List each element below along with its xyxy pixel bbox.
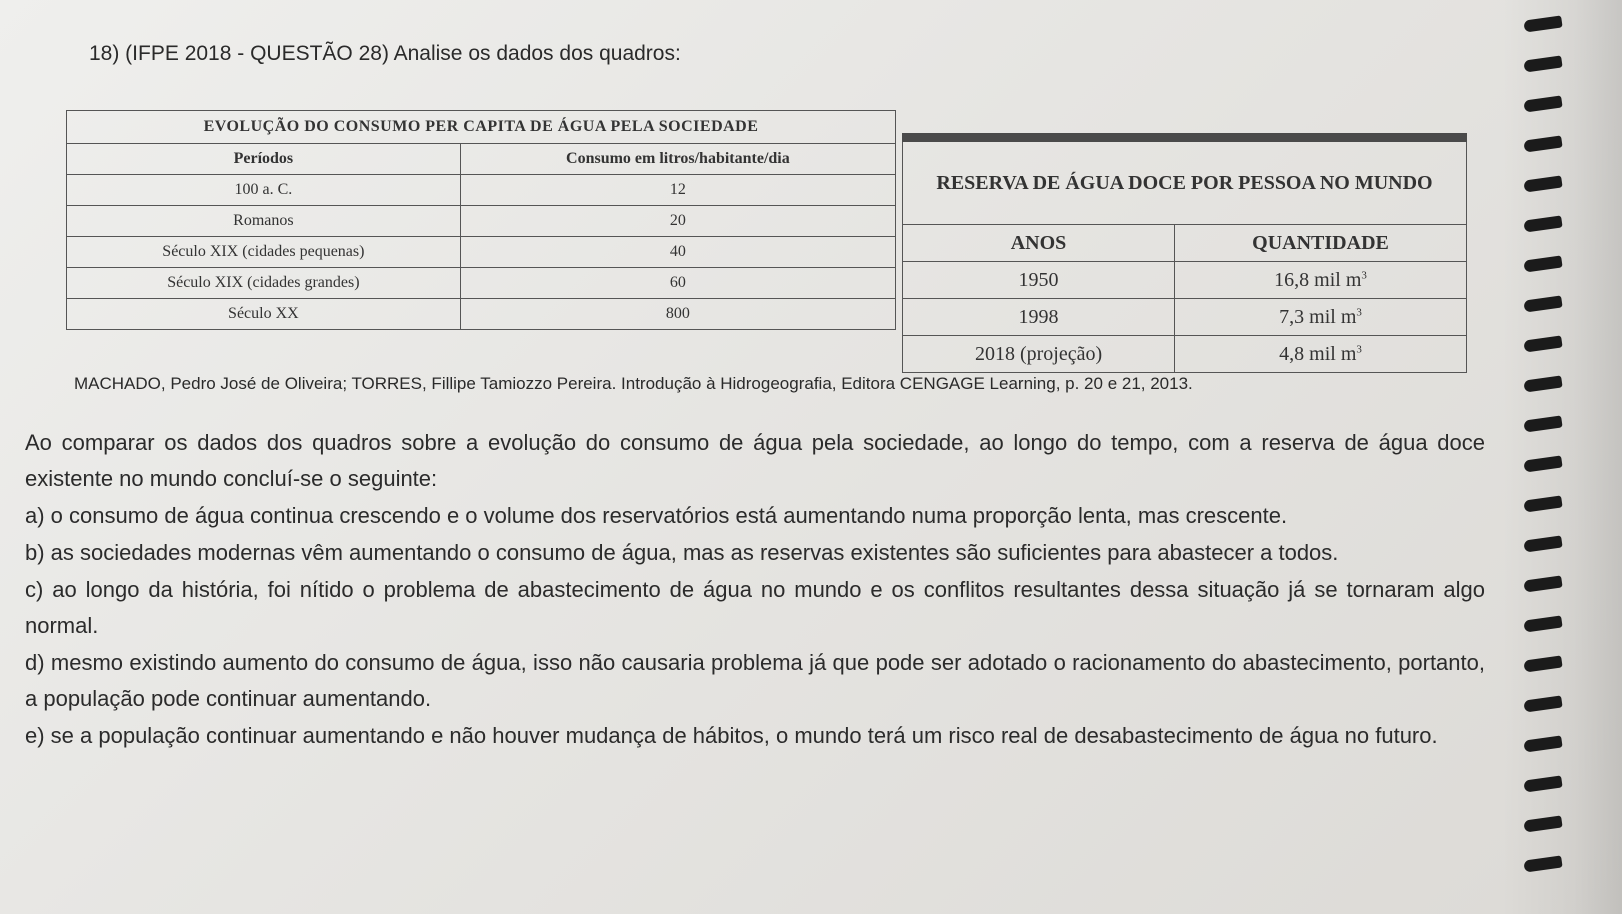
table-row [67,175,896,206]
period-cell: 100 a. C. [67,175,461,206]
table-row [67,268,896,299]
period-cell: Século XX [67,299,461,330]
binding-ring [1523,575,1562,592]
option-d: d) mesmo existindo aumento do consumo de água, isso não causaria problema já que pode ser adotado o racionamento do abastecimento, portanto, a população pode continuar aumentando. [25,650,1485,711]
water-reserve-table [902,133,1467,373]
table-title: EVOLUÇÃO DO CONSUMO PER CAPITA DE ÁGUA PELA SOCIEDADE [67,111,896,144]
column-header: QUANTIDADE [1175,225,1467,262]
option-b: b) as sociedades modernas vêm aumentando o consumo de água, mas as reservas existentes são suficientes para abastecer a todos. [25,540,1339,565]
binding-ring [1523,495,1562,512]
binding-ring [1523,95,1562,112]
consumption-table [66,110,896,330]
column-header: Períodos [67,144,461,175]
option-e: e) se a população continuar aumentando e não houver mudança de hábitos, o mundo terá um risco real de desabastecimento de água no futuro. [25,723,1438,748]
binding-ring [1523,615,1562,632]
spiral-binding [1502,0,1622,914]
question-prompt: Ao comparar os dados dos quadros sobre a evolução do consumo de água pela sociedade, ao longo do tempo, com a reserva de água doce existente no mundo concluí-se o seguinte: [25,430,1485,491]
question-title: 18) (IFPE 2018 - QUESTÃO 28) Analise os dados dos quadros: [89,42,681,65]
binding-ring [1523,655,1562,672]
binding-ring [1523,775,1562,792]
binding-ring [1523,735,1562,752]
binding-ring [1523,15,1562,32]
option-a: a) o consumo de água continua crescendo e o volume dos reservatórios está aumentando numa proporção lenta, mas crescente. [25,503,1288,528]
binding-ring [1523,455,1562,472]
binding-ring [1523,135,1562,152]
question-body [25,425,1485,754]
table-row [67,299,896,330]
year-cell: 1998 [903,299,1175,336]
period-cell: Romanos [67,206,461,237]
table-row [903,336,1467,373]
period-cell: Século XIX (cidades grandes) [67,268,461,299]
binding-ring [1523,855,1562,872]
binding-ring [1523,415,1562,432]
value-cell: 60 [460,268,895,299]
value-cell: 20 [460,206,895,237]
binding-ring [1523,295,1562,312]
option-c: c) ao longo da história, foi nítido o problema de abastecimento de água no mundo e os conflitos resultantes dessa situação já se tornaram algo normal. [25,577,1485,638]
table-row [903,299,1467,336]
binding-ring [1523,535,1562,552]
year-cell: 2018 (projeção) [903,336,1175,373]
binding-ring [1523,695,1562,712]
value-cell: 12 [460,175,895,206]
binding-ring [1523,215,1562,232]
value-cell: 800 [460,299,895,330]
quantity-cell: 7,3 mil $m^3$ [1175,299,1467,336]
citation: MACHADO, Pedro José de Oliveira; TORRES, Fillipe Tamiozzo Pereira. Introdução à Hidrogeografia, Editora CENGAGE Learning, p. 20 e 21, 2013. [74,374,1193,393]
binding-ring [1523,815,1562,832]
binding-ring [1523,255,1562,272]
value-cell: 40 [460,237,895,268]
table-row [67,206,896,237]
table-row [67,237,896,268]
binding-ring [1523,175,1562,192]
year-cell: 1950 [903,262,1175,299]
binding-ring [1523,375,1562,392]
quantity-cell: 4,8 mil $m^3$ [1175,336,1467,373]
period-cell: Século XIX (cidades pequenas) [67,237,461,268]
table-row [903,262,1467,299]
column-header: ANOS [903,225,1175,262]
table-title: RESERVA DE ÁGUA DOCE POR PESSOA NO MUNDO [903,138,1467,225]
binding-ring [1523,55,1562,72]
column-header: Consumo em litros/habitante/dia [460,144,895,175]
quantity-cell: 16,8 mil $m^3$ [1175,262,1467,299]
binding-ring [1523,335,1562,352]
